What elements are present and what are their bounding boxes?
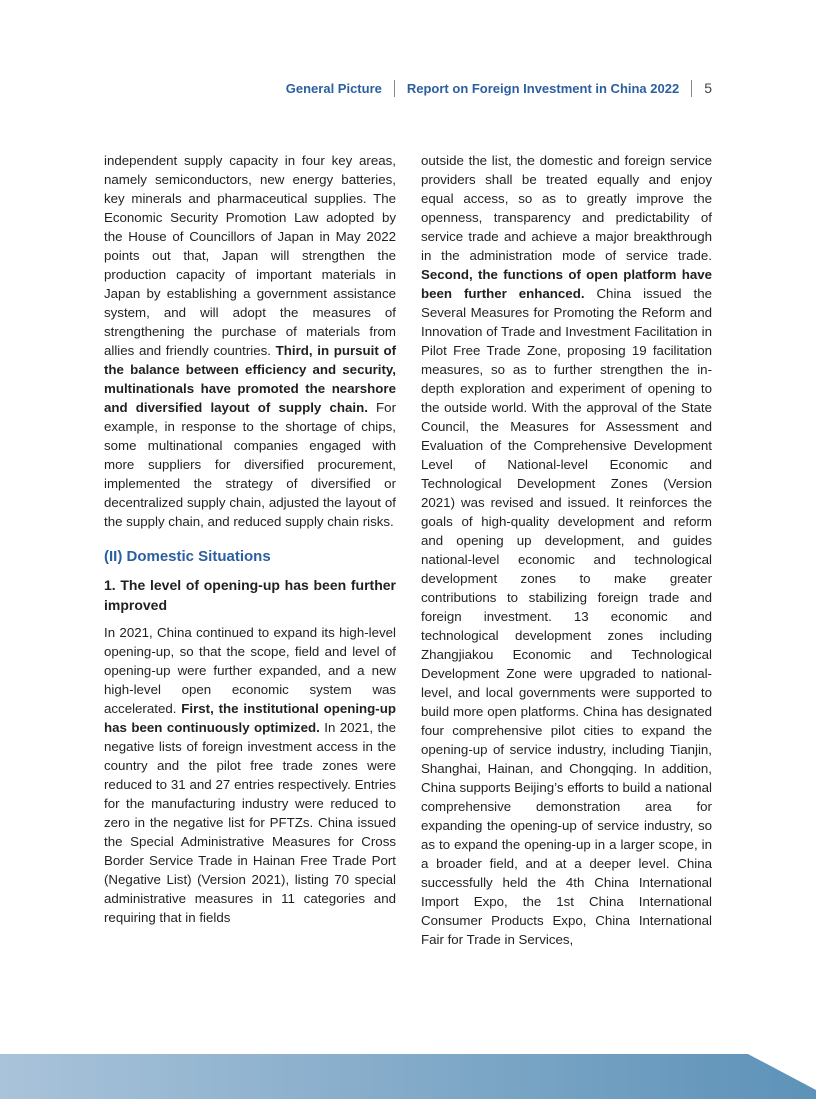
header-report-title: Report on Foreign Investment in China 2022	[406, 80, 680, 96]
paragraph-text: outside the list, the domestic and foreign service providers shall be treated equally and enjoy equal access, so as to greatly improve the openness, transparency and predictability of service trade and achieve a major breakthrough in the administration mode of service trade.	[421, 153, 712, 263]
left-column	[104, 151, 396, 927]
header-section-title: General Picture	[285, 80, 382, 96]
footer-band	[0, 1054, 816, 1099]
paragraph-text: In 2021, the negative lists of foreign investment access in the country and the pilot free trade zones were reduced to 31 and 27 entries respectively. Entries for the manufacturing industry were reduced to zero in the negative list for PFTZs. China issued the Special Administrative Measures for Cross Border Service Trade in Hainan Free Trade Port (Negative List) (Version 2021), listing 70 special administrative measures in 11 categories and requiring that in fields	[104, 720, 397, 925]
paragraph-text: China issued the Several Measures for Promoting the Reform and Innovation of Trade and Investment Facilitation in Pilot Free Trade Zone, proposing 19 facilitation measures, so as to further strengthen the in-depth exploration and experiment of opening to the outside world. With the approval of the State Council, the Measures for Assessment and Evaluation of the Comprehensive Development Level of National-level Economic and Technological Development Zones (Version 2021) was revised and issued. It reinforces the goals of high-quality development and reform and opening up development, and guides national-level economic and technological development zones to make greater contributions to stabilizing foreign trade and foreign investment. 13 economic and technological development zones including Zhangjiakou Economic and Technological Development Zone were upgraded to national-level, and local governments were supported to build more open platforms. China has designated four comprehensive pilot cities to expand the opening-up of service industry, including Tianjin, Shanghai, Hainan, and Chongqing. In addition, China supports Beijing’s efforts to build a national comprehensive demonstration area for expanding the opening-up of service industry, so as to expand the opening-up in a larger scope, in a broader field, and at a deeper level. China successfully held the 4th China International Import Expo, the 1st China International Consumer Products Expo, China International Fair for Trade in Services,	[421, 286, 712, 947]
footer-band-shape	[0, 1054, 816, 1099]
paragraph-text: independent supply capacity in four key areas, namely semiconductors, new energy batteries, key minerals and pharmaceutical supplies. The Economic Security Promotion Law adopted by the House of Councillors of Japan in May 2022 points out that, Japan will strengthen the production capacity of important materials in Japan by establishing a government assistance system, and will adopt the measures of strengthening the purchase of materials from allies and friendly countries.	[104, 153, 396, 358]
paragraph-emphasis: Second, the functions of open platform have been further enhanced.	[421, 267, 712, 301]
header-divider	[691, 80, 692, 97]
paragraph	[104, 151, 396, 531]
running-header	[286, 78, 712, 98]
right-column	[421, 151, 712, 949]
section-heading: (II) Domestic Situations	[104, 548, 271, 565]
paragraph	[421, 151, 712, 949]
header-divider	[394, 80, 395, 97]
paragraph-emphasis: Third, in pursuit of the balance between efficiency and security, multinationals have promoted the nearshore and diversified layout of supply chain.	[104, 343, 396, 415]
paragraph	[104, 623, 396, 927]
paragraph-text: For example, in response to the shortage of chips, some multinational companies engaged with more suppliers for diversified procurement, implemented the strategy of diversified or decentralized supply chain, adjusted the layout of the supply chain, and reduced supply chain risks.	[104, 400, 397, 529]
page-number: 5	[704, 80, 712, 96]
sub-heading: 1. The level of opening-up has been further improved	[104, 577, 396, 613]
paragraph-emphasis: First, the institutional opening-up has been continuously optimized.	[104, 701, 396, 735]
paragraph-text: In 2021, China continued to expand its high-level opening-up, so that the scope, field and level of opening-up were further expanded, and a new high-level open economic system was accelerated.	[104, 625, 396, 716]
